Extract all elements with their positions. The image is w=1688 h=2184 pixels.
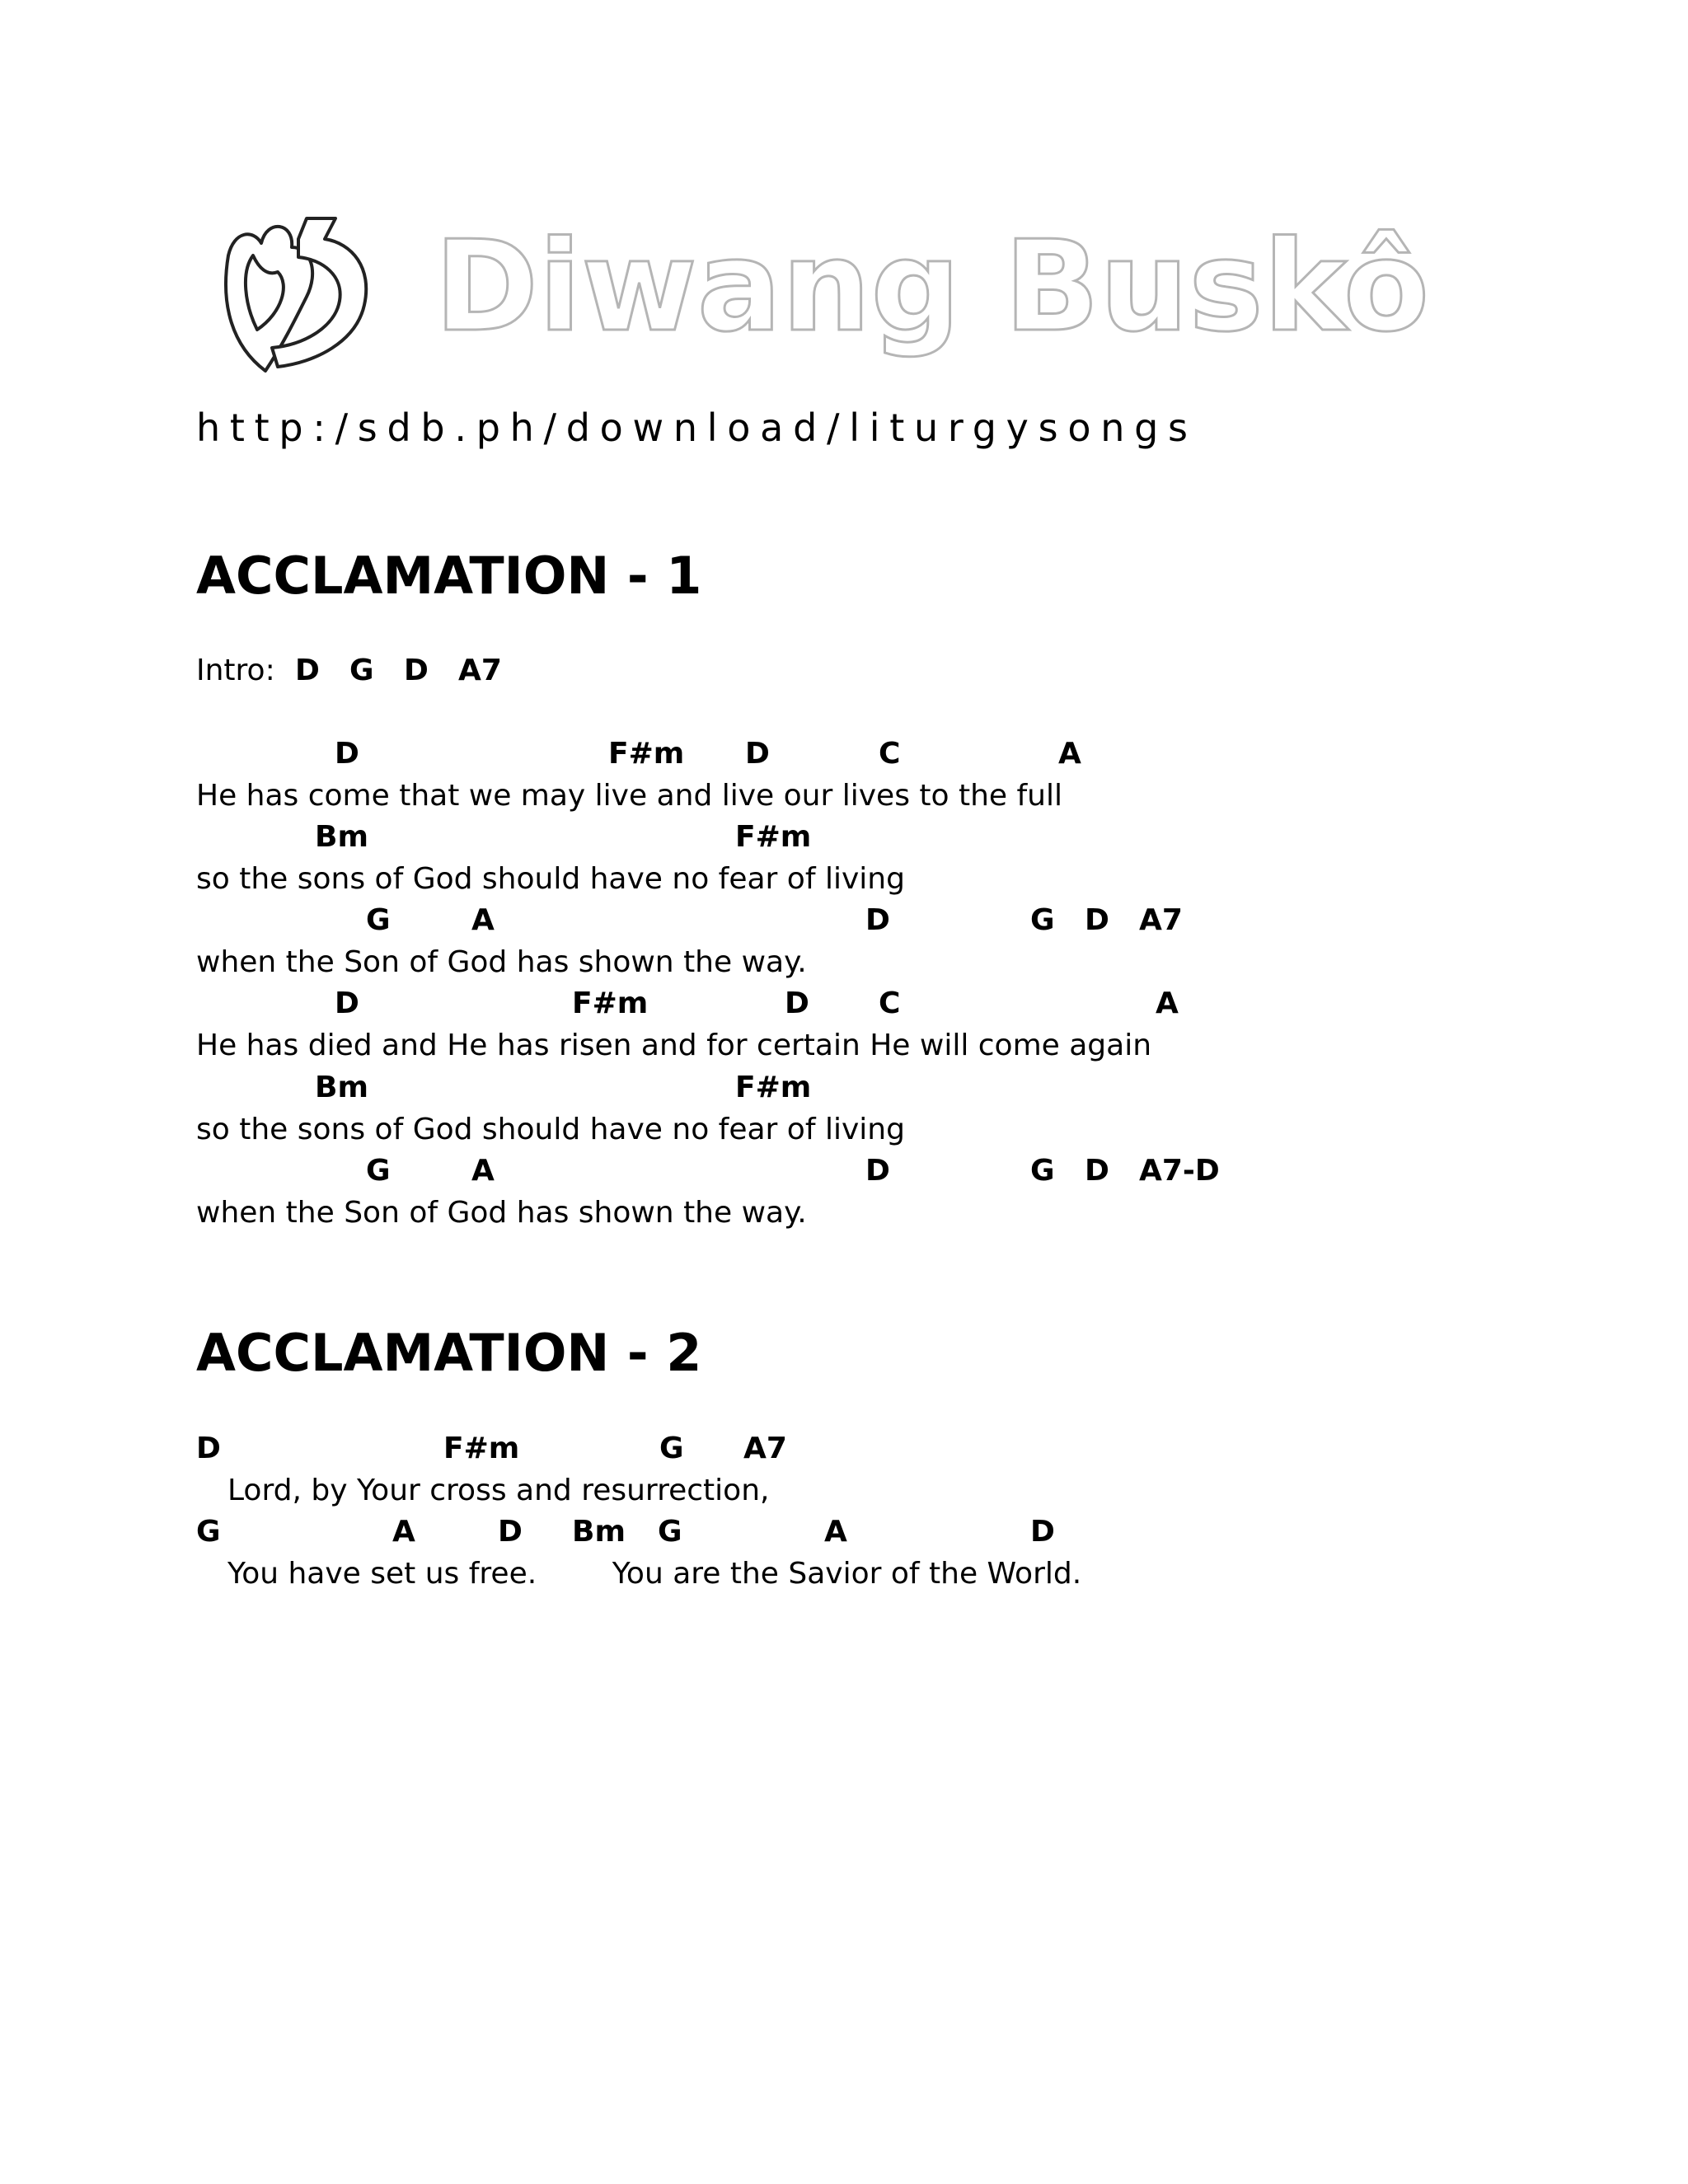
lyric-line: He has died and He has risen and for certain He will come again [196,1029,1152,1062]
chord: D [498,1515,523,1549]
chord: D [865,1154,890,1188]
chord: D [335,737,359,771]
chord-row [196,1434,1432,1475]
chord: G [1030,903,1055,937]
chord: Bm [315,1071,368,1104]
lyric-line: He has come that we may live and live our lives to the full [196,779,1062,813]
chord: F#m [572,987,649,1020]
chord: D [1085,903,1109,937]
brand-logo [216,206,1485,387]
chord: G [659,1432,684,1465]
chord: A [1156,987,1179,1020]
lyric-line: when the Son of God has shown the way. [196,945,807,979]
chord-row [196,989,1432,1030]
lyric-line: so the sons of God should have no fear of living [196,862,905,896]
chord: D [404,654,429,687]
song-title: ACCLAMATION - 1 [196,546,702,606]
chord: G [196,1515,221,1549]
lyric-line: You have set us free. You are the Savior of the World. [227,1557,1082,1591]
chord: D [1085,1154,1109,1188]
chord: A7 [458,654,502,687]
chord: F#m [608,737,685,771]
chord: D [335,987,359,1020]
chord: D [295,654,320,687]
chord: D [196,1432,221,1465]
chord: G [366,1154,391,1188]
chord: D [1030,1515,1055,1549]
chord: A7 [1139,903,1183,937]
chord-row [196,1517,1432,1558]
chord-row [196,1156,1432,1197]
sdb-heart-logo-icon [216,206,1485,387]
song-title: ACCLAMATION - 2 [196,1323,702,1383]
lyric-line: Lord, by Your cross and resurrection, [227,1474,770,1507]
chord: Bm [572,1515,626,1549]
chord: G [366,903,391,937]
download-url[interactable]: http:/sdb.ph/download/liturgysongs [196,405,1198,450]
chord: A [392,1515,415,1549]
chord: A [471,903,495,937]
chord: F#m [735,1071,812,1104]
chord: D [785,987,809,1020]
chord: A [471,1154,495,1188]
chord: G [1030,1154,1055,1188]
chord: F#m [443,1432,520,1465]
chord-row [196,1073,1432,1114]
chord: D [865,903,890,937]
chord: A7-D [1139,1154,1220,1188]
brand-logo-text: Diwang Buskô [434,213,1430,359]
chord: C [879,737,901,771]
lyric-line: so the sons of God should have no fear of living [196,1113,905,1146]
chord: F#m [735,820,812,854]
chord: A [824,1515,847,1549]
chord-row [196,820,1432,864]
intro-label: Intro: [196,654,275,687]
lyric-line: when the Son of God has shown the way. [196,1196,807,1230]
chord-row [196,903,1432,947]
chord: D [745,737,770,771]
chord: G [658,1515,682,1549]
chord: G [349,654,374,687]
chord: C [879,987,901,1020]
chord: A7 [743,1432,787,1465]
intro-line [196,656,1432,697]
chord-row [196,739,1432,780]
chord: Bm [315,820,368,854]
chord: A [1058,737,1081,771]
